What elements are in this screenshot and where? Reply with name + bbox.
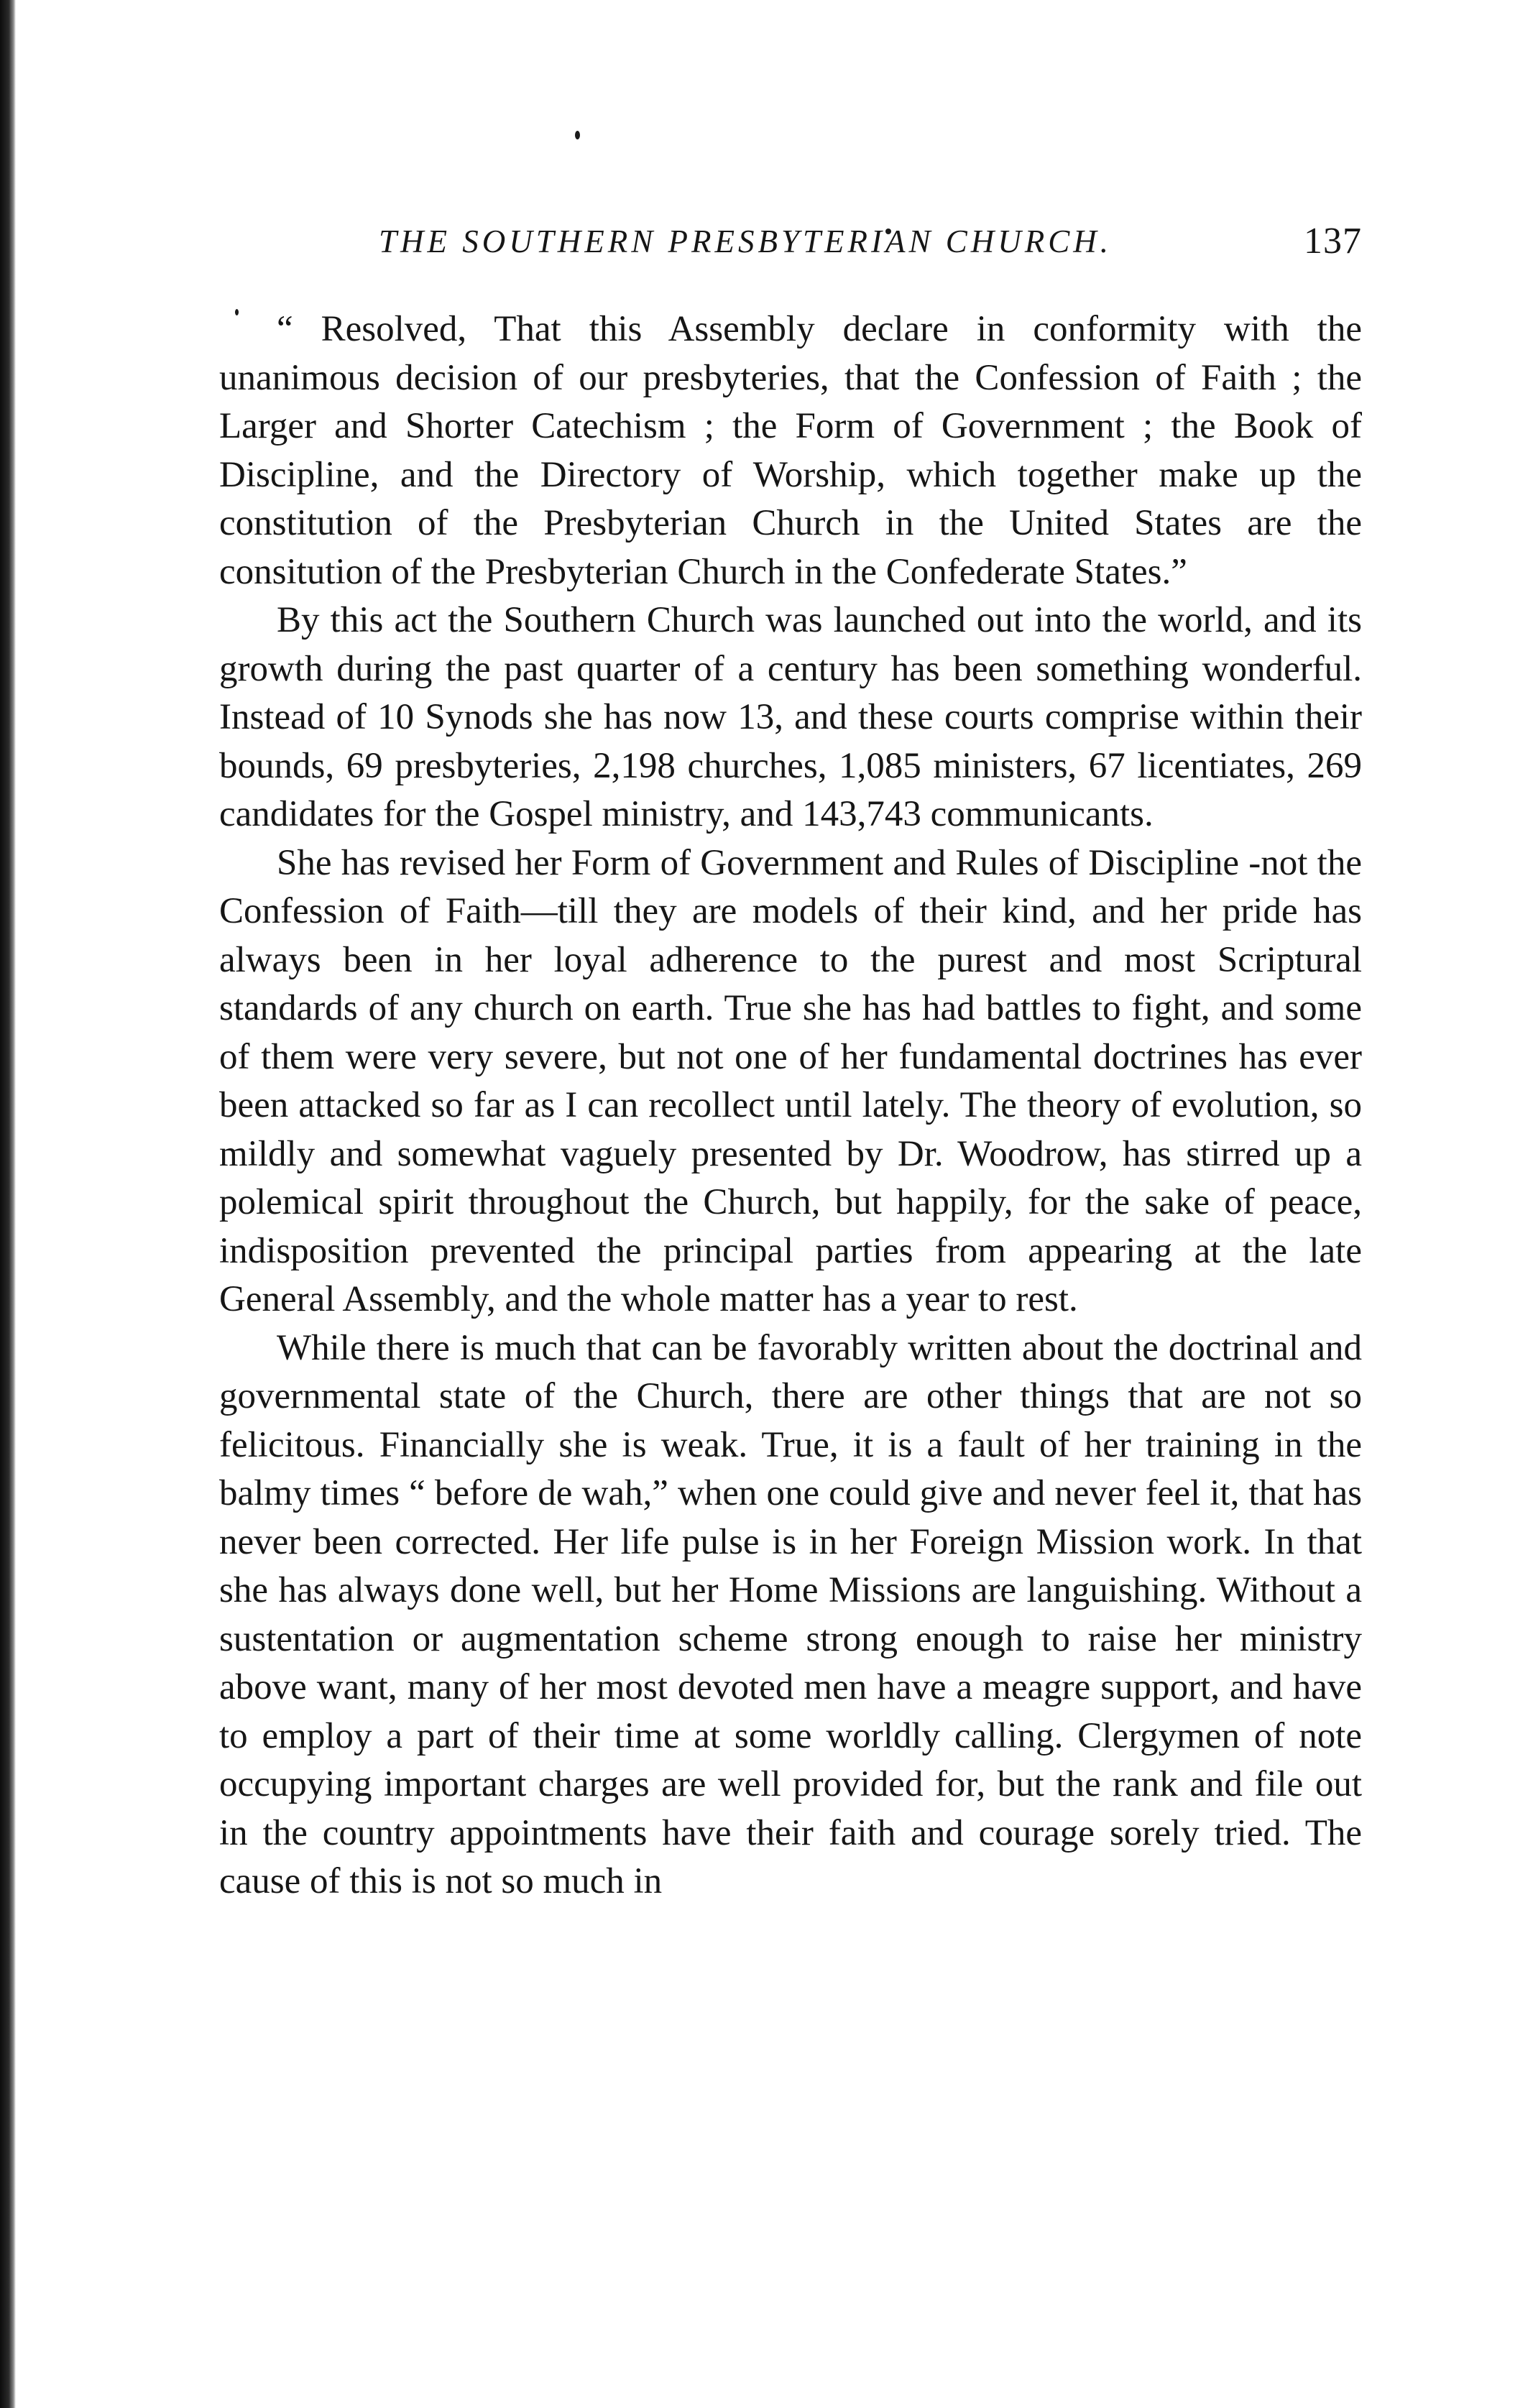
paragraph-resolution: “ Resolved, That this Assembly declare in conformity with the unanimous decision of our presbyteries, that the Confession of Faith ; the Larger and Shorter Catechism ; the Form of Government ; the Book of Discipline, and the Directory of Worship, which together make up the constitution of the Presbyterian Church in the United States are the consitution of the Presbyterian Church in the Confederate States.” [219, 309, 1362, 592]
body-text [219, 305, 1362, 1906]
running-head [219, 216, 1362, 273]
running-title: THE SOUTHERN PRESBYTERIAN CHURCH. [379, 223, 1112, 259]
paragraph-growth: By this act the Southern Church was launched out into the world, and its growth during the past quarter of a century has been something wonderful. Instead of 10 Synods she has now 13, and these courts comprise within their bounds, 69 presbyteries, 2,198 churches, 1,085 ministers, 67 licentiates, 269 candidates for the Gospel ministry, and 143,743 communicants. [219, 600, 1362, 834]
paragraph-revision: She has revised her Form of Government and Rules of Discipline -not the Confession of Faith—till they are models of their kind, and her pride has always been in her loyal adherence to the purest and most Scriptural standards of any church on earth. True she has had battles to fight, and some of them were very severe, but not one of her fundamental doctrines has ever been attacked so far as I can recollect until lately. The theory of evolution, so mildly and somewhat vaguely presented by Dr. Woodrow, has stirred up a polemical spirit throughout the Church, but happily, for the sake of peace, indisposition prevented the principal parties from appearing at the late General Assembly, and the whole matter has a year to rest. [219, 842, 1362, 1319]
ink-speck [575, 131, 580, 139]
paragraph-finances: While there is much that can be favorably written about the doctrinal and governmental state of the Church, there are other things that are not so felicitous. Financially she is weak. True, it is a fault of her training in the balmy times “ before de wah,” when one could give and never feel it, that has never been corrected. Her life pulse is in her Foreign Mission work. In that she has always done well, but her Home Missions are languishing. Without a sustentation or augmentation scheme strong enough to raise her ministry above want, many of her most devoted men have a meagre support, and have to employ a part of their time at some worldly calling. Clergymen of note occupying important charges are well provided for, but the rank and file out in the country appointments have their faith and courage sorely tried. The cause of this is not so much in [219, 1327, 1362, 1901]
page-binding-edge [0, 0, 16, 2408]
page-number: 137 [1304, 221, 1362, 262]
